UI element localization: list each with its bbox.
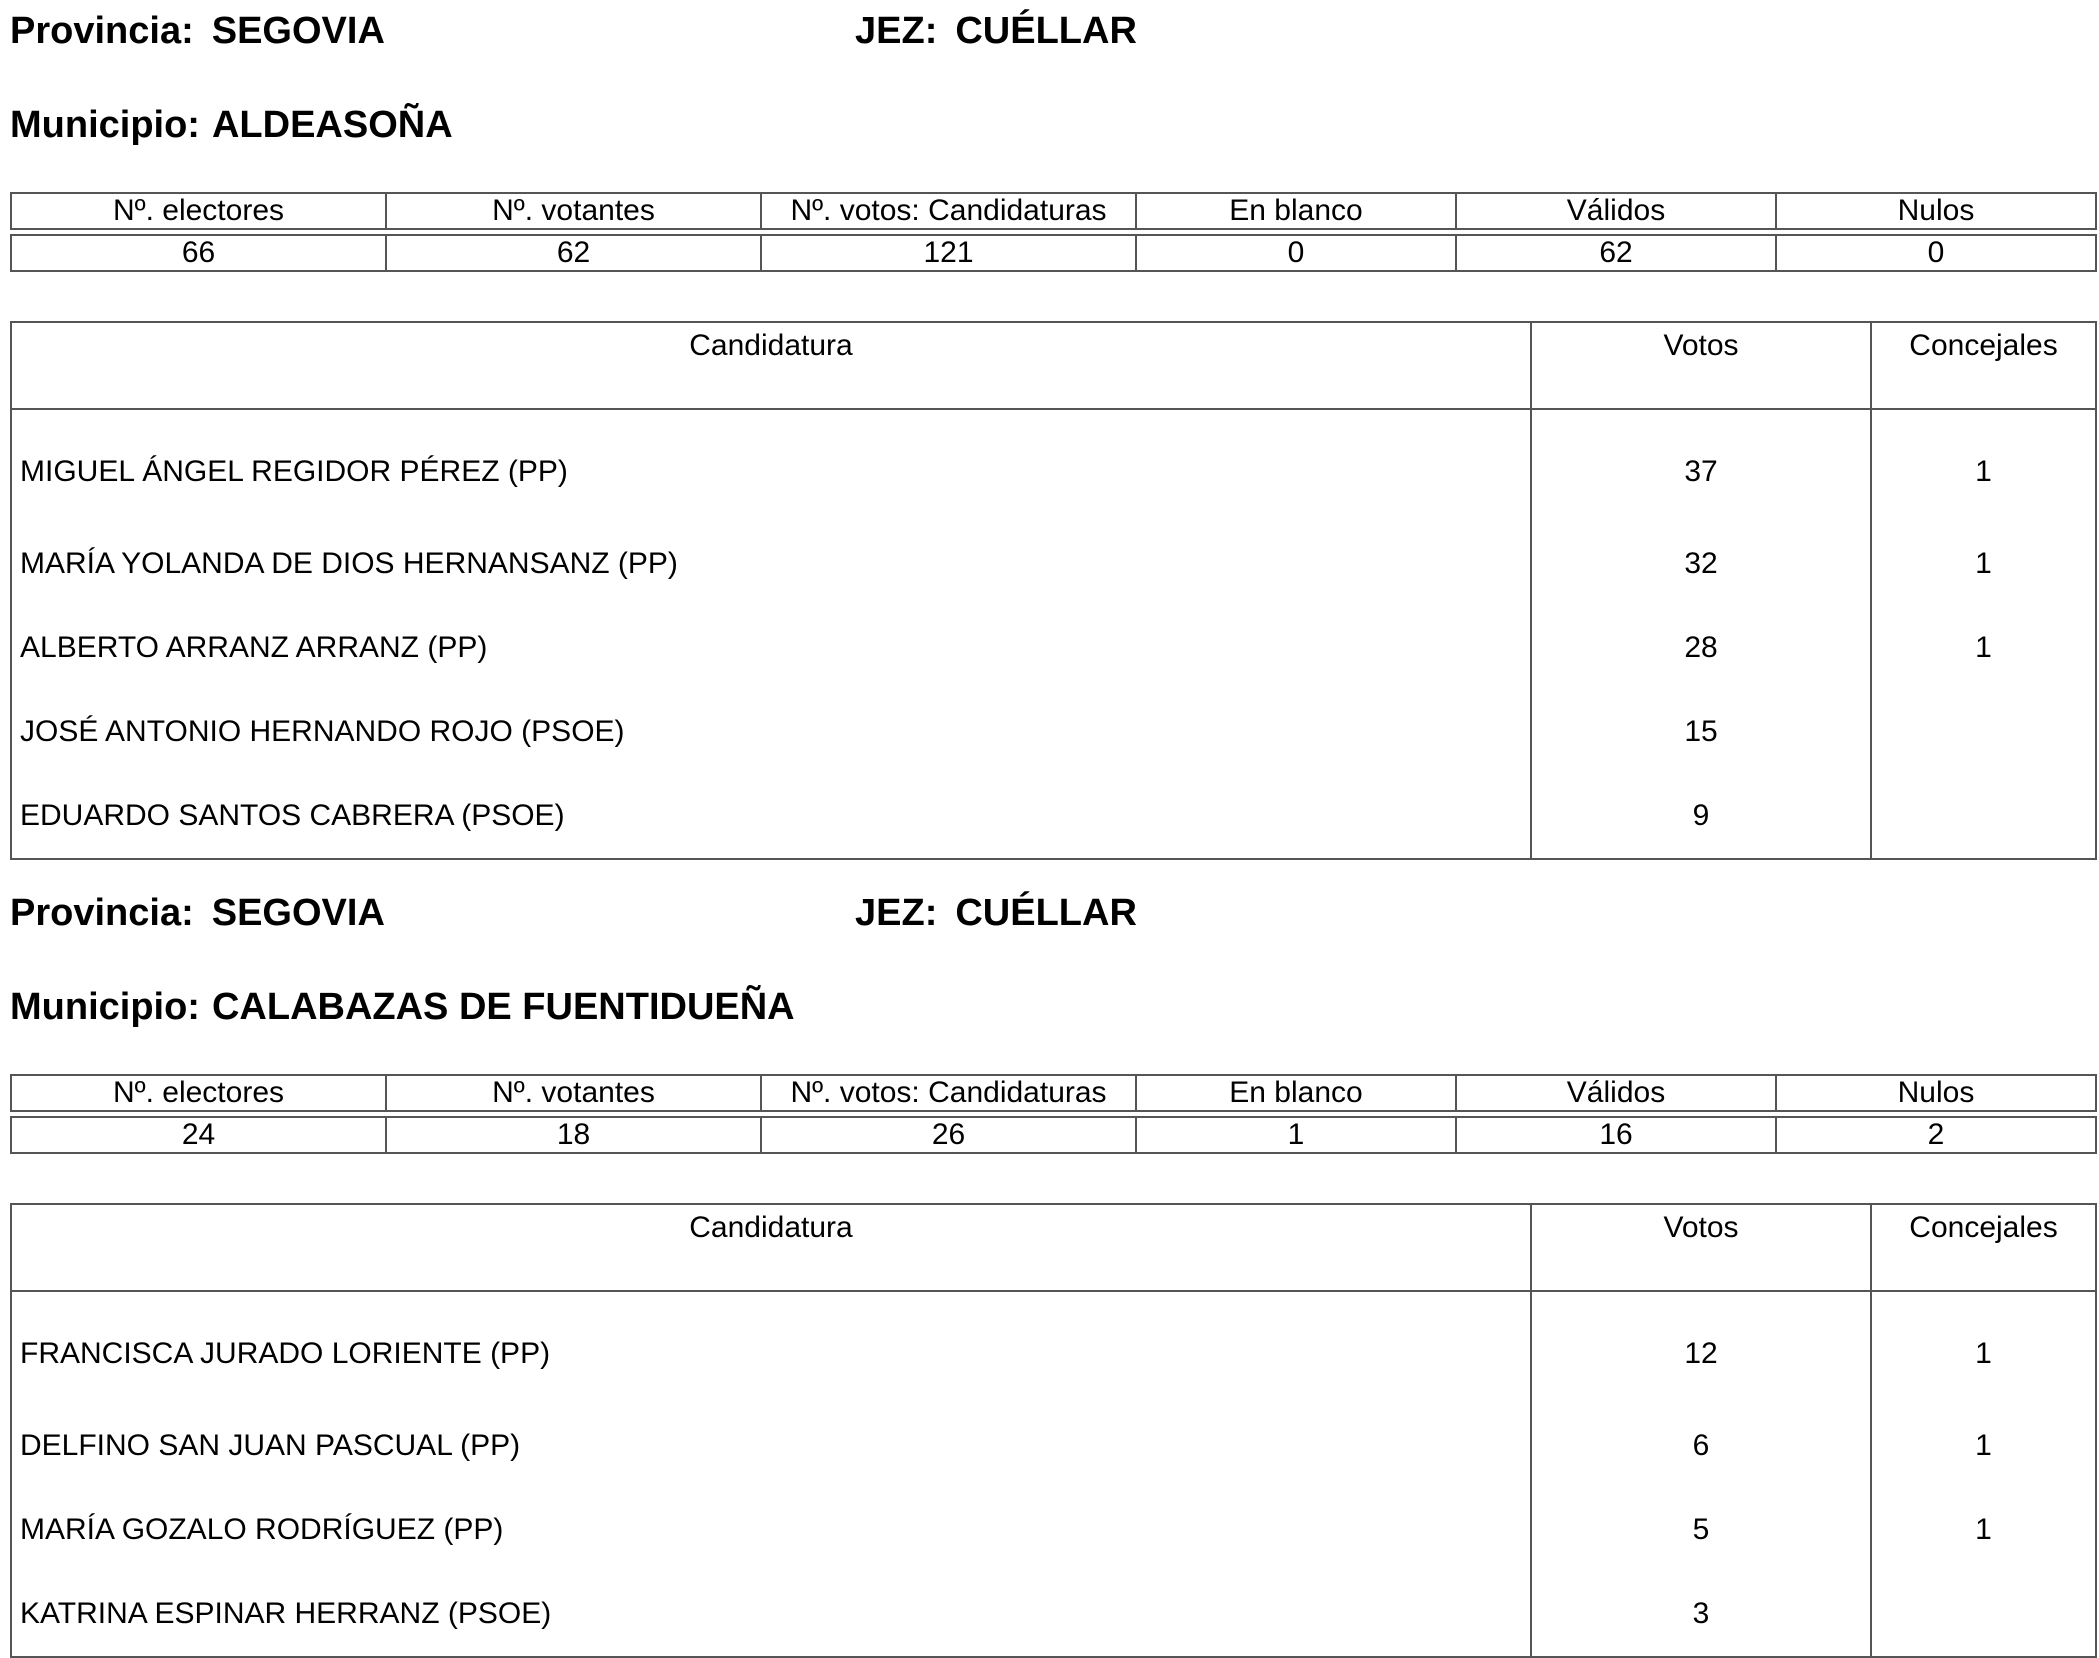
table-row	[11, 522, 2096, 606]
candidate-concejales	[1871, 774, 2096, 859]
candidate-name: KATRINA ESPINAR HERRANZ (PSOE)	[11, 1572, 1531, 1657]
stats-header: Nº. electores	[11, 193, 386, 229]
cand-header-candidatura: Candidatura	[11, 1204, 1531, 1291]
stats-header: Nº. electores	[11, 1075, 386, 1111]
municipio-section-2	[10, 888, 2095, 1628]
stats-header: Nº. votos: Candidaturas	[761, 1075, 1136, 1111]
municipio-line	[10, 100, 453, 150]
provincia-value: SEGOVIA	[211, 892, 385, 934]
candidate-votos: 3	[1531, 1572, 1871, 1657]
municipio-line	[10, 982, 795, 1032]
candidate-name: JOSÉ ANTONIO HERNANDO ROJO (PSOE)	[11, 690, 1531, 774]
stats-value: 26	[761, 1117, 1136, 1153]
stats-header: Nulos	[1776, 193, 2096, 229]
jez-line	[855, 6, 1137, 56]
table-row	[11, 774, 2096, 859]
jez-label: JEZ:	[855, 10, 938, 52]
candidate-name: DELFINO SAN JUAN PASCUAL (PP)	[11, 1404, 1531, 1488]
stats-header: En blanco	[1136, 1075, 1456, 1111]
provincia-value: SEGOVIA	[211, 10, 385, 52]
candidate-name: MIGUEL ÁNGEL REGIDOR PÉREZ (PP)	[11, 409, 1531, 522]
stats-values-table	[10, 234, 2097, 272]
table-row	[11, 409, 2096, 522]
candidate-name: FRANCISCA JURADO LORIENTE (PP)	[11, 1291, 1531, 1404]
cand-header-votos: Votos	[1531, 1204, 1871, 1291]
candidate-name: MARÍA GOZALO RODRÍGUEZ (PP)	[11, 1488, 1531, 1572]
provincia-label: Provincia:	[10, 892, 194, 934]
table-row	[11, 1291, 2096, 1404]
cand-header-concejales: Concejales	[1871, 1204, 2096, 1291]
provincia-label: Provincia:	[10, 10, 194, 52]
candidate-concejales: 1	[1975, 1429, 1992, 1462]
stats-value: 16	[1456, 1117, 1776, 1153]
stats-value: 62	[386, 235, 761, 271]
table-row	[11, 1488, 2096, 1572]
jez-value: CUÉLLAR	[955, 10, 1137, 52]
stats-value: 1	[1136, 1117, 1456, 1153]
cand-header-votos: Votos	[1531, 322, 1871, 409]
municipio-value: ALDEASOÑA	[211, 104, 453, 146]
provincia-line	[10, 888, 385, 938]
candidate-votos: 6	[1531, 1404, 1871, 1488]
stats-header-table	[10, 192, 2097, 230]
candidate-concejales: 1	[1975, 1337, 1992, 1370]
candidate-votos: 15	[1531, 690, 1871, 774]
stats-value: 66	[11, 235, 386, 271]
stats-header: Nº. votantes	[386, 193, 761, 229]
stats-header: Nulos	[1776, 1075, 2096, 1111]
jez-value: CUÉLLAR	[955, 892, 1137, 934]
candidate-name: ALBERTO ARRANZ ARRANZ (PP)	[11, 606, 1531, 690]
municipio-section-1	[10, 6, 2095, 836]
municipio-value: CALABAZAS DE FUENTIDUEÑA	[211, 986, 795, 1028]
jez-label: JEZ:	[855, 892, 938, 934]
candidate-name: MARÍA YOLANDA DE DIOS HERNANSANZ (PP)	[11, 522, 1531, 606]
candidate-concejales	[1871, 1572, 2096, 1657]
stats-header: Nº. votantes	[386, 1075, 761, 1111]
stats-header: Válidos	[1456, 1075, 1776, 1111]
stats-value: 0	[1136, 235, 1456, 271]
municipio-label: Municipio:	[10, 104, 200, 146]
candidate-votos: 28	[1531, 606, 1871, 690]
candidate-votos: 32	[1531, 522, 1871, 606]
candidates-table	[10, 1203, 2097, 1658]
candidate-concejales: 1	[1975, 1513, 1992, 1546]
stats-header: Válidos	[1456, 193, 1776, 229]
candidate-votos: 37	[1531, 409, 1871, 522]
stats-value: 62	[1456, 235, 1776, 271]
stats-header: Nº. votos: Candidaturas	[761, 193, 1136, 229]
cand-header-concejales: Concejales	[1871, 322, 2096, 409]
table-row	[11, 690, 2096, 774]
stats-header-table	[10, 1074, 2097, 1112]
table-row	[11, 1572, 2096, 1657]
stats-value: 24	[11, 1117, 386, 1153]
table-row	[11, 606, 2096, 690]
candidate-concejales: 1	[1975, 631, 1992, 664]
candidate-concejales: 1	[1975, 455, 1992, 488]
candidate-concejales	[1871, 690, 2096, 774]
provincia-line	[10, 6, 385, 56]
candidate-name: EDUARDO SANTOS CABRERA (PSOE)	[11, 774, 1531, 859]
table-row	[11, 1404, 2096, 1488]
stats-header: En blanco	[1136, 193, 1456, 229]
stats-value: 18	[386, 1117, 761, 1153]
candidate-concejales: 1	[1975, 547, 1992, 580]
candidate-votos: 9	[1531, 774, 1871, 859]
municipio-label: Municipio:	[10, 986, 200, 1028]
stats-values-table	[10, 1116, 2097, 1154]
candidate-votos: 12	[1531, 1291, 1871, 1404]
stats-value: 0	[1776, 235, 2096, 271]
candidate-votos: 5	[1531, 1488, 1871, 1572]
candidates-table	[10, 321, 2097, 860]
stats-value: 121	[761, 235, 1136, 271]
stats-value: 2	[1776, 1117, 2096, 1153]
cand-header-candidatura: Candidatura	[11, 322, 1531, 409]
jez-line	[855, 888, 1137, 938]
